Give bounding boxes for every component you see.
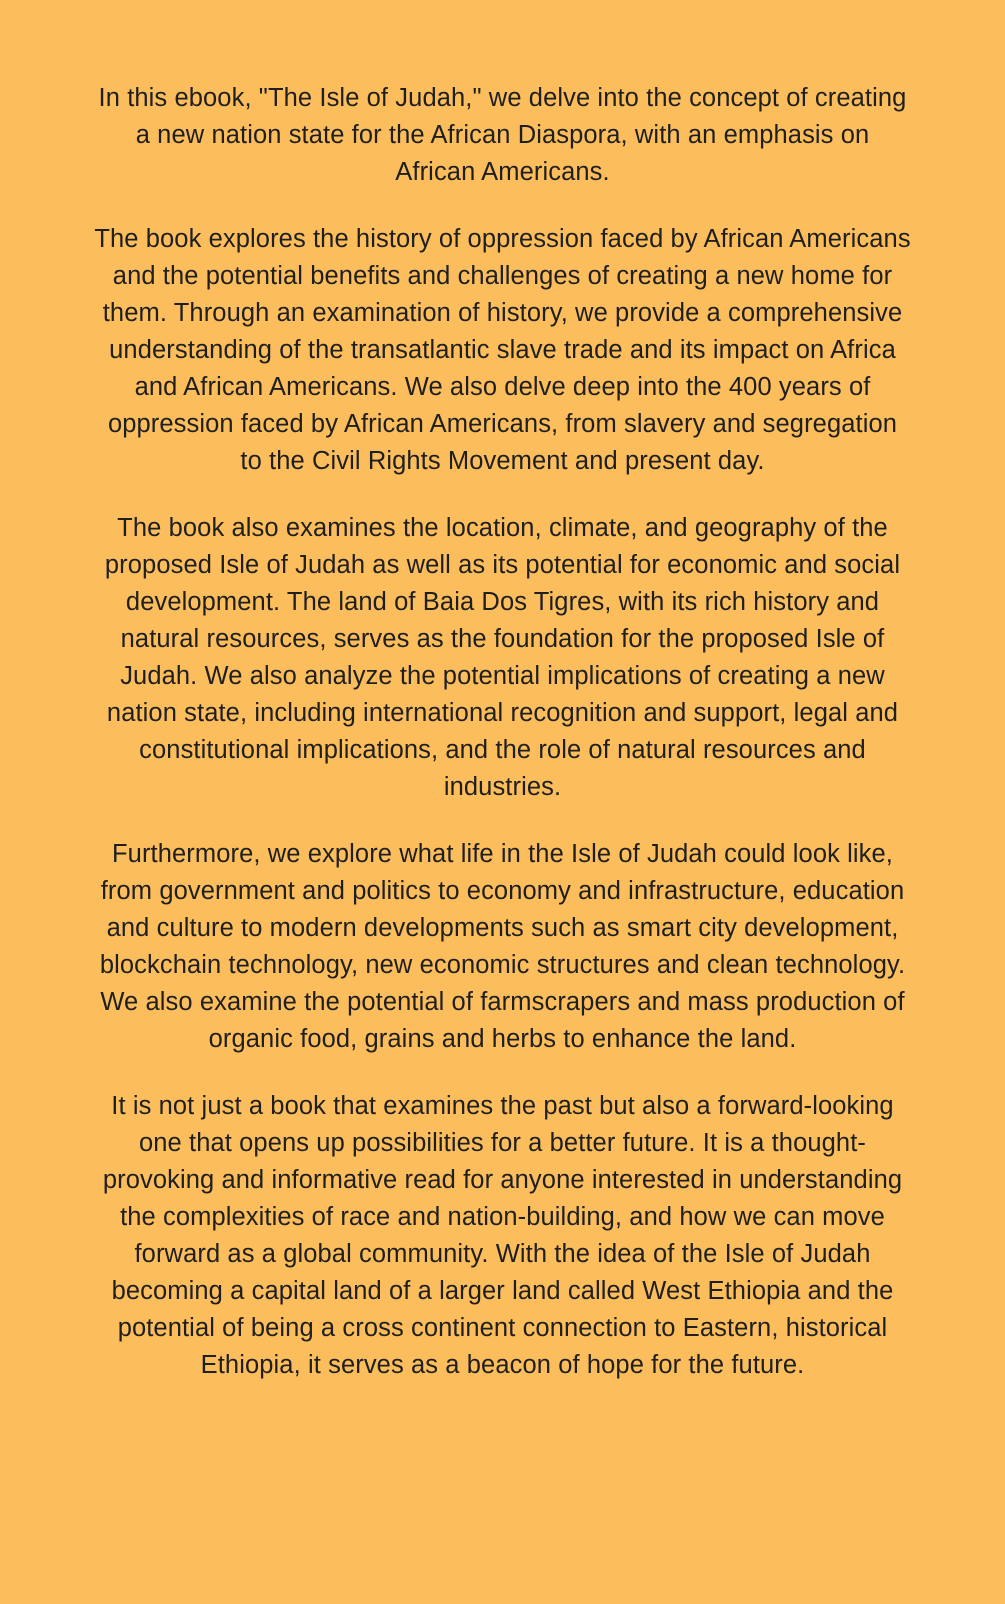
intro-paragraph: In this ebook, "The Isle of Judah," we delve into the concept of creating a new nation state for the African Diaspora, with an emphasis on African Americans. [98, 84, 907, 186]
forward-looking-paragraph: It is not just a book that examines the past but also a forward-looking one that opens up possibilities for a better future. It is a thought-provoking and informative read for anyone interested in understanding the complexities of race and nation-building, and how we can move forward as a global community. With the idea of the Isle of Judah becoming a capital land of a larger land called West Ethiopia and the potential of being a cross continent connection to Eastern, historical Ethiopia, it serves as a beacon of hope for the future. [102, 1092, 903, 1379]
description-text-block [94, 80, 911, 1384]
history-oppression-paragraph: The book explores the history of oppression faced by African Americans and the potential benefits and challenges of creating a new home for them. Through an examination of history, we provide a comprehensive understanding of the transatlantic slave trade and its impact on Africa and African Americans. We also delve deep into the 400 years of oppression faced by African Americans, from slavery and segregation to the Civil Rights Movement and present day. [94, 225, 911, 475]
life-in-isle-paragraph: Furthermore, we explore what life in the Isle of Judah could look like, from government and politics to economy and infrastructure, education and culture to modern developments such as smart city development, blockchain technology, new economic structures and clean technology. We also examine the potential of farmscrapers and mass production of organic food, grains and herbs to enhance the land. [99, 840, 906, 1053]
location-geography-paragraph: The book also examines the location, climate, and geography of the proposed Isle of Judah as well as its potential for economic and social development. The land of Baia Dos Tigres, with its rich history and natural resources, serves as the foundation for the proposed Isle of Judah. We also analyze the potential implications of creating a new nation state, including international recognition and support, legal and constitutional implications, and the role of natural resources and industries. [104, 514, 901, 801]
